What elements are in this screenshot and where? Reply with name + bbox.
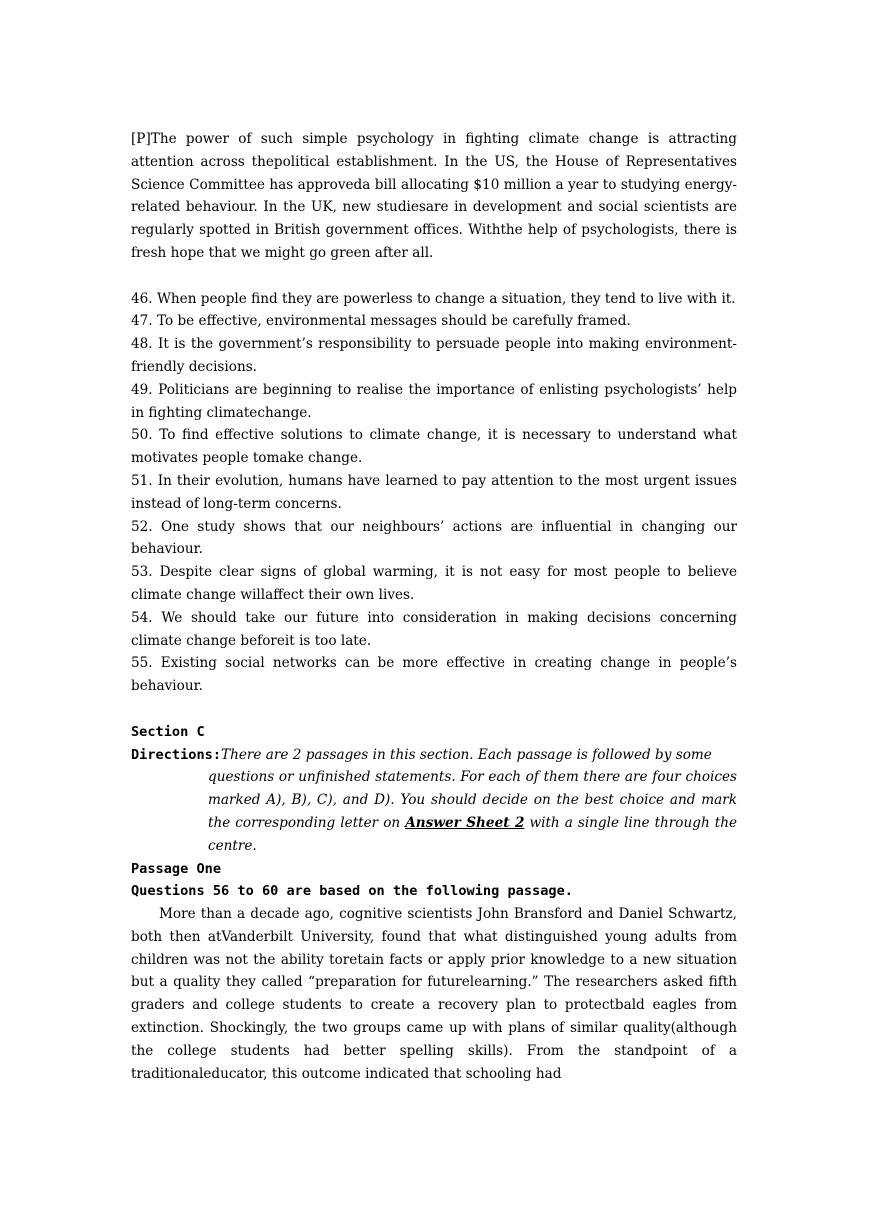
statement-51: 51. In their evolution, humans have learned to pay attention to the most urgent issues instead of long-term concerns. [131,472,737,512]
spacer [131,698,737,721]
answer-sheet-label: Answer Sheet 2 [405,814,525,831]
passage-title: Passage One [131,860,222,877]
passage-body: More than a decade ago, cognitive scientists John Bransford and Daniel Schwartz, both then atVanderbilt University, found that what distinguished young adults from children was not the ability toretain facts or apply prior knowledge to a new situation but a quality they called “preparation for futurelearning.” The researchers asked fifth graders and college students to create a recovery plan to protectbald eagles from extinction. Shockingly, the two groups came up with plans of similar quality(although the college students had better spelling skills). From the standpoint of a traditionaleducator, this outcome indicated that schooling had [131,906,737,1082]
statement-53: 53. Despite clear signs of global warming, it is not easy for most people to believe climate change willaffect their own lives. [131,564,737,603]
document-page [131,128,737,1085]
statement-52: 52. One study shows that our neighbours’ actions are influential in changing our behaviour. [131,518,737,558]
section-c-title: Section C [131,723,205,740]
directions-body [208,766,737,857]
statement-49: 49. Politicians are beginning to realise the importance of enlisting psychologists’ help in fighting climatechange. [131,381,737,421]
statement-50: 50. To find effective solutions to climate change, it is necessary to understand what motivates people tomake change. [131,427,737,467]
directions-first-row [131,744,737,767]
directions-text-after: with a single line through the centre. [208,814,737,854]
statement-48: 48. It is the government’s responsibility to persuade people into making environment-friendly decisions. [131,336,737,375]
directions-label: Directions: [131,746,222,763]
paragraph-p: [P]The power of such simple psychology in fighting climate change is attracting attention across thepolitical establishment. In the US, the House of Representatives Science Committee has approveda bill allocating $10 million a year to studying energy-related behaviour. In the UK, new studiesare in development and social scientists are regularly spotted in British government offices. Withthe help of psychologists, there is fresh hope that we might go green after all. [131,131,737,261]
directions-first-line: There are 2 passages in this section. Each passage is followed by some [221,746,712,763]
statement-54: 54. We should take our future into consideration in making decisions concerning climate change beforeit is too late. [131,609,737,649]
spacer [131,265,737,288]
questions-heading: Questions 56 to 60 are based on the following passage. [131,883,573,900]
directions-text-before: questions or unfinished statements. For each of them there are four choices marked A), B), C), and D). You should decide on the best choice and mark the corresponding letter on [208,769,737,831]
statement-46: 46. When people find they are powerless to change a situation, they tend to live with it. [131,290,736,307]
statement-47: 47. To be effective, environmental messages should be carefully framed. [131,313,631,330]
statement-list [131,288,737,698]
statement-55: 55. Existing social networks can be more effective in creating change in people’s behaviour. [131,655,737,695]
